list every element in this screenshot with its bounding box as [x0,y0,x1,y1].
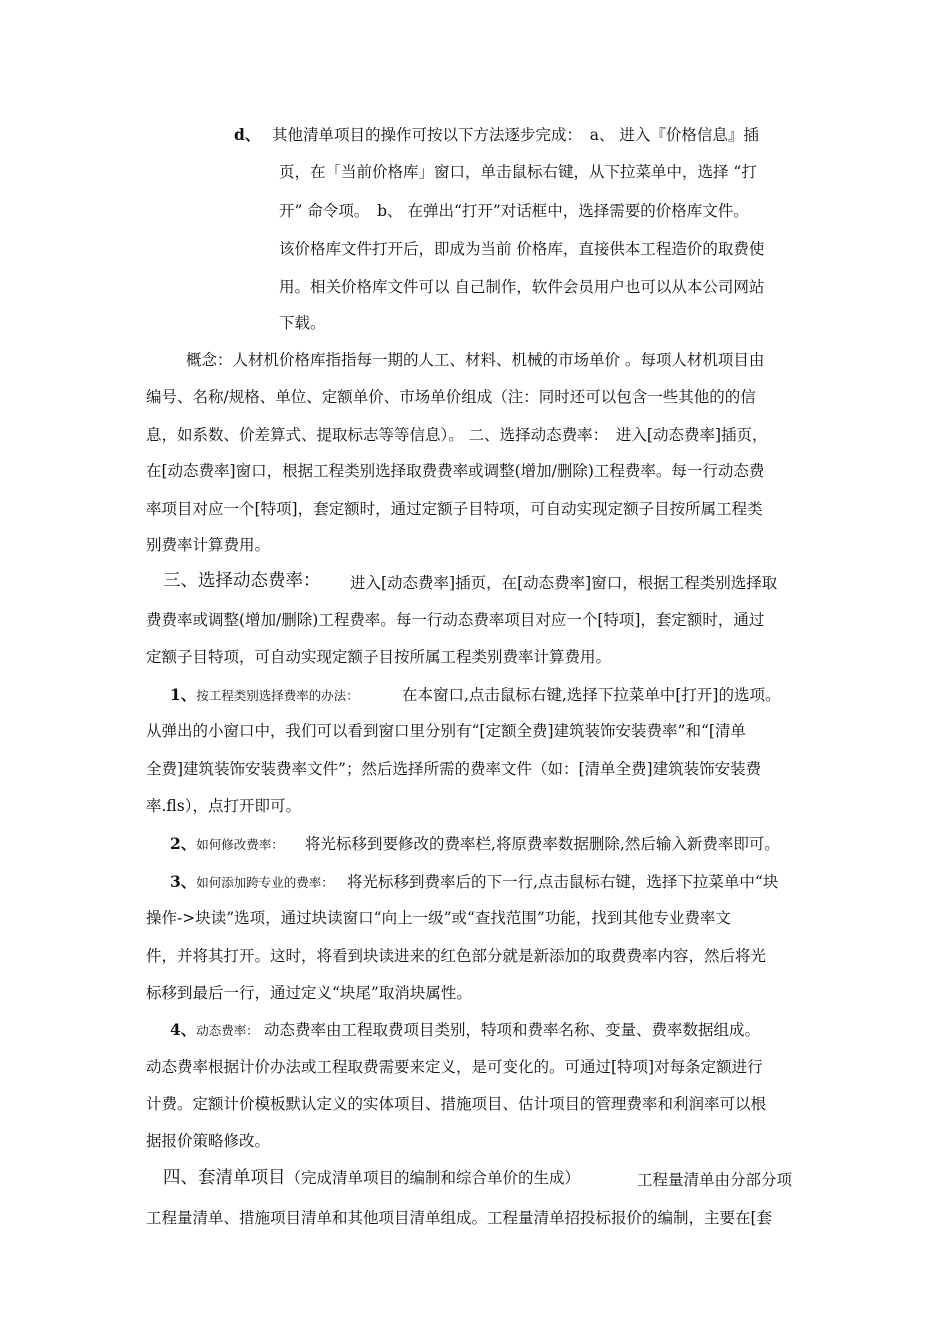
item-4-heading [170,1020,259,1041]
item-1-line-4: 率.fls），点打开即可。 [146,797,301,815]
item-3-label: 如何添加跨专业的费率： [196,875,334,890]
item-1-number: 1、 [170,685,197,704]
item-3-line-2: 操作->块读”选项，通过块读窗口“向上一级”或“查找范围”功能，找到其他专业费率文 [146,909,731,927]
item-4-line-2: 动态费率根据计价办法或工程取费需要来定义，是可变化的。可通过[特项]对每条定额进行 [146,1058,763,1076]
section-d-line-5: 用。相关价格库文件可以 自己制作，软件会员用户也可以从本公司网站 [279,278,765,296]
concept-line-4: 在[动态费率]窗口，根据工程类别选择取费费率或调整(增加/删除)工程费率。每一行动态费 [146,462,765,480]
section-d-line-4: 该价格库文件打开后，即成为当前 价格库，直接供本工程造价的取费使 [279,240,765,258]
concept-line-3: 息，如系数、价差算式、提取标志等等信息）。 二、选择动态费率： 进入[动态费率]插页， [146,426,768,444]
item-3-line-1: 将光标移到费率后的下一行,点击鼠标右键，选择下拉菜单中“块 [347,873,779,891]
item-1-heading [170,685,359,706]
section-3-line-3: 定额子目特项，可自动实现定额子目按所属工程类别费率计算费用。 [146,648,612,666]
section-4-line-1: 工程量清单由分部分项 [637,1171,793,1189]
section-d-line-3: 开” 命令项。 b、 在弹出“打开”对话框中，选择需要的价格库文件。 [279,202,749,220]
section-4-note: （完成清单项目的编制和综合单价的生成） [285,1169,581,1187]
item-4-label: 动态费率： [196,1023,259,1038]
item-2-line-1: 将光标移到要修改的费率栏,将原费率数据删除,然后输入新费率即可。 [305,835,780,853]
section-d-line-2: 页，在「当前价格库」窗口，单击鼠标右键，从下拉菜单中，选择 “打 [279,163,757,181]
concept-line-5: 率项目对应一个[特项]，套定额时，通过定额子目特项，可自动实现定额子目按所属工程类 [146,500,763,518]
item-1-label: 按工程类别选择费率的办法： [196,688,359,703]
item-4-line-1: 动态费率由工程取费项目类别，特项和费率名称、变量、费率数据组成。 [264,1021,761,1039]
item-4-line-4: 据报价策略修改。 [146,1132,271,1150]
section-3-line-2: 费费率或调整(增加/删除)工程费率。每一行动态费率项目对应一个[特项]，套定额时，通过 [146,611,765,629]
item-2-label: 如何修改费率： [196,837,284,852]
section-4-line-2: 工程量清单、措施项目清单和其他项目清单组成。工程量清单招投标报价的编制，主要在[套 [146,1209,773,1227]
section-4-heading-row [163,1168,580,1188]
item-3-line-3: 件，并将其打开。这时，将看到块读进来的红色部分就是新添加的取费费率内容，然后将光 [146,947,767,965]
item-4-number: 4、 [170,1020,197,1039]
section-d-marker: d、 [234,125,261,144]
item-3-number: 3、 [170,872,197,891]
item-2-number: 2、 [170,834,197,853]
item-3-heading [170,872,334,893]
item-2-heading [170,834,284,855]
concept-line-2: 编号、名称/规格、单位、定额单价、市场单价组成（注：同时还可以包含一些其他的的信 [146,388,756,406]
section-3-heading: 三、选择动态费率： [163,571,321,591]
item-1-line-2: 从弹出的小窗口中，我们可以看到窗口里分别有“[定额全费]建筑装饰安装费率”和“[清单 [146,722,746,740]
concept-line-1: 概念：人材机价格库指指每一期的人工、材料、机械的市场单价 。每项人材机项目由 [186,351,765,369]
section-d-line-6: 下载。 [279,314,326,332]
section-d-line-1: 其他清单项目的操作可按以下方法逐步完成： a、 进入『价格信息』插 [272,126,759,144]
concept-line-6: 别费率计算费用。 [146,536,271,554]
section-4-heading: 四、套清单项目 [163,1168,286,1188]
item-1-line-1: 在本窗口,点击鼠标右键,选择下拉菜单中[打开]的选项。 [402,686,781,704]
item-1-line-3: 全费]建筑装饰安装费率文件”；然后选择所需的费率文件（如：[清单全费]建筑装饰安装费 [146,760,762,778]
section-3-line-1: 进入[动态费率]插页，在[动态费率]窗口，根据工程类别选择取 [350,574,778,592]
item-4-line-3: 计费。定额计价模板默认定义的实体项目、措施项目、估计项目的管理费率和利润率可以根 [146,1095,767,1113]
item-3-line-4: 标移到最后一行，通过定义“块尾”取消块属性。 [146,984,472,1002]
